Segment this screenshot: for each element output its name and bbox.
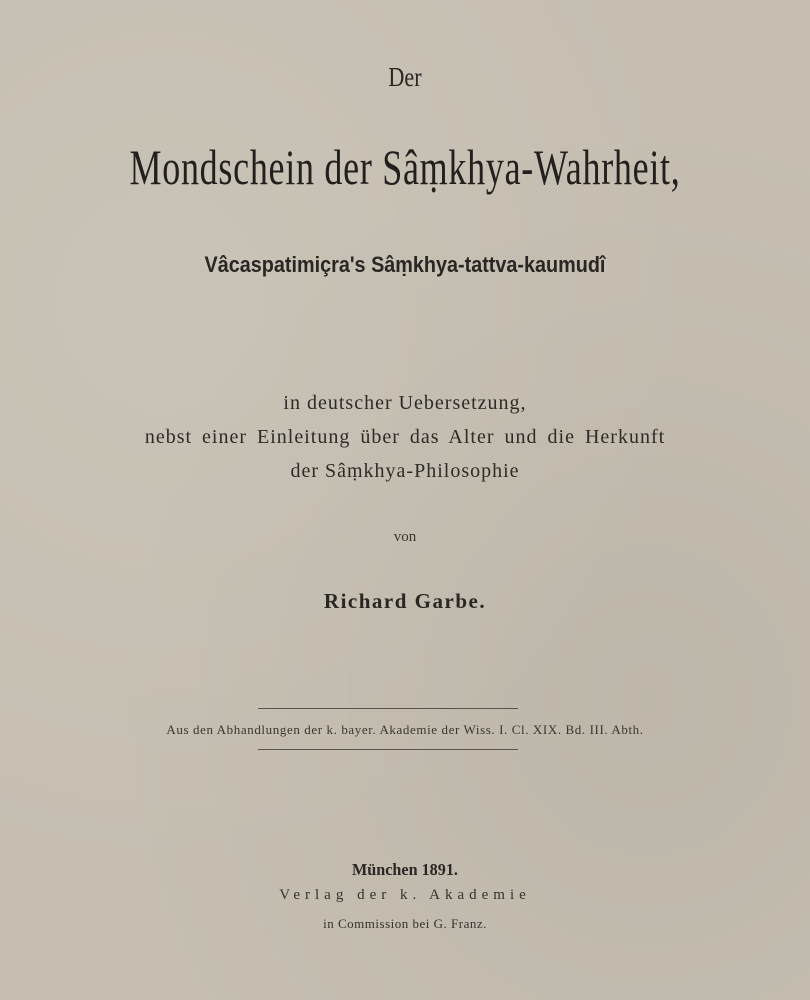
description-line-1: in deutscher Uebersetzung, [283, 392, 527, 414]
description-line-3: der Sâṃkhya-Philosophie [290, 460, 520, 482]
publisher: Verlag der k. Akademie [279, 887, 531, 903]
commission-note: in Commission bei G. Franz. [323, 916, 487, 931]
description-line-2: nebst einer Einleitung über das Alter und die Herkunft [144, 426, 666, 448]
subtitle: Vâcaspatimiçra's Sâṃkhya-tattva-kaumudî [204, 252, 606, 277]
by-label: von [393, 529, 417, 545]
divider-bottom [258, 749, 518, 750]
author-name: Richard Garbe. [323, 589, 487, 613]
divider-top [258, 708, 518, 709]
title-article: Der [388, 62, 422, 92]
place-year: München 1891. [352, 860, 458, 879]
main-title: Mondschein der Sâṃkhya-Wahrheit, [129, 139, 681, 195]
reprint-note: Aus den Abhandlungen der k. bayer. Akademie der Wiss. I. Cl. XIX. Bd. III. Abth. [166, 722, 644, 737]
